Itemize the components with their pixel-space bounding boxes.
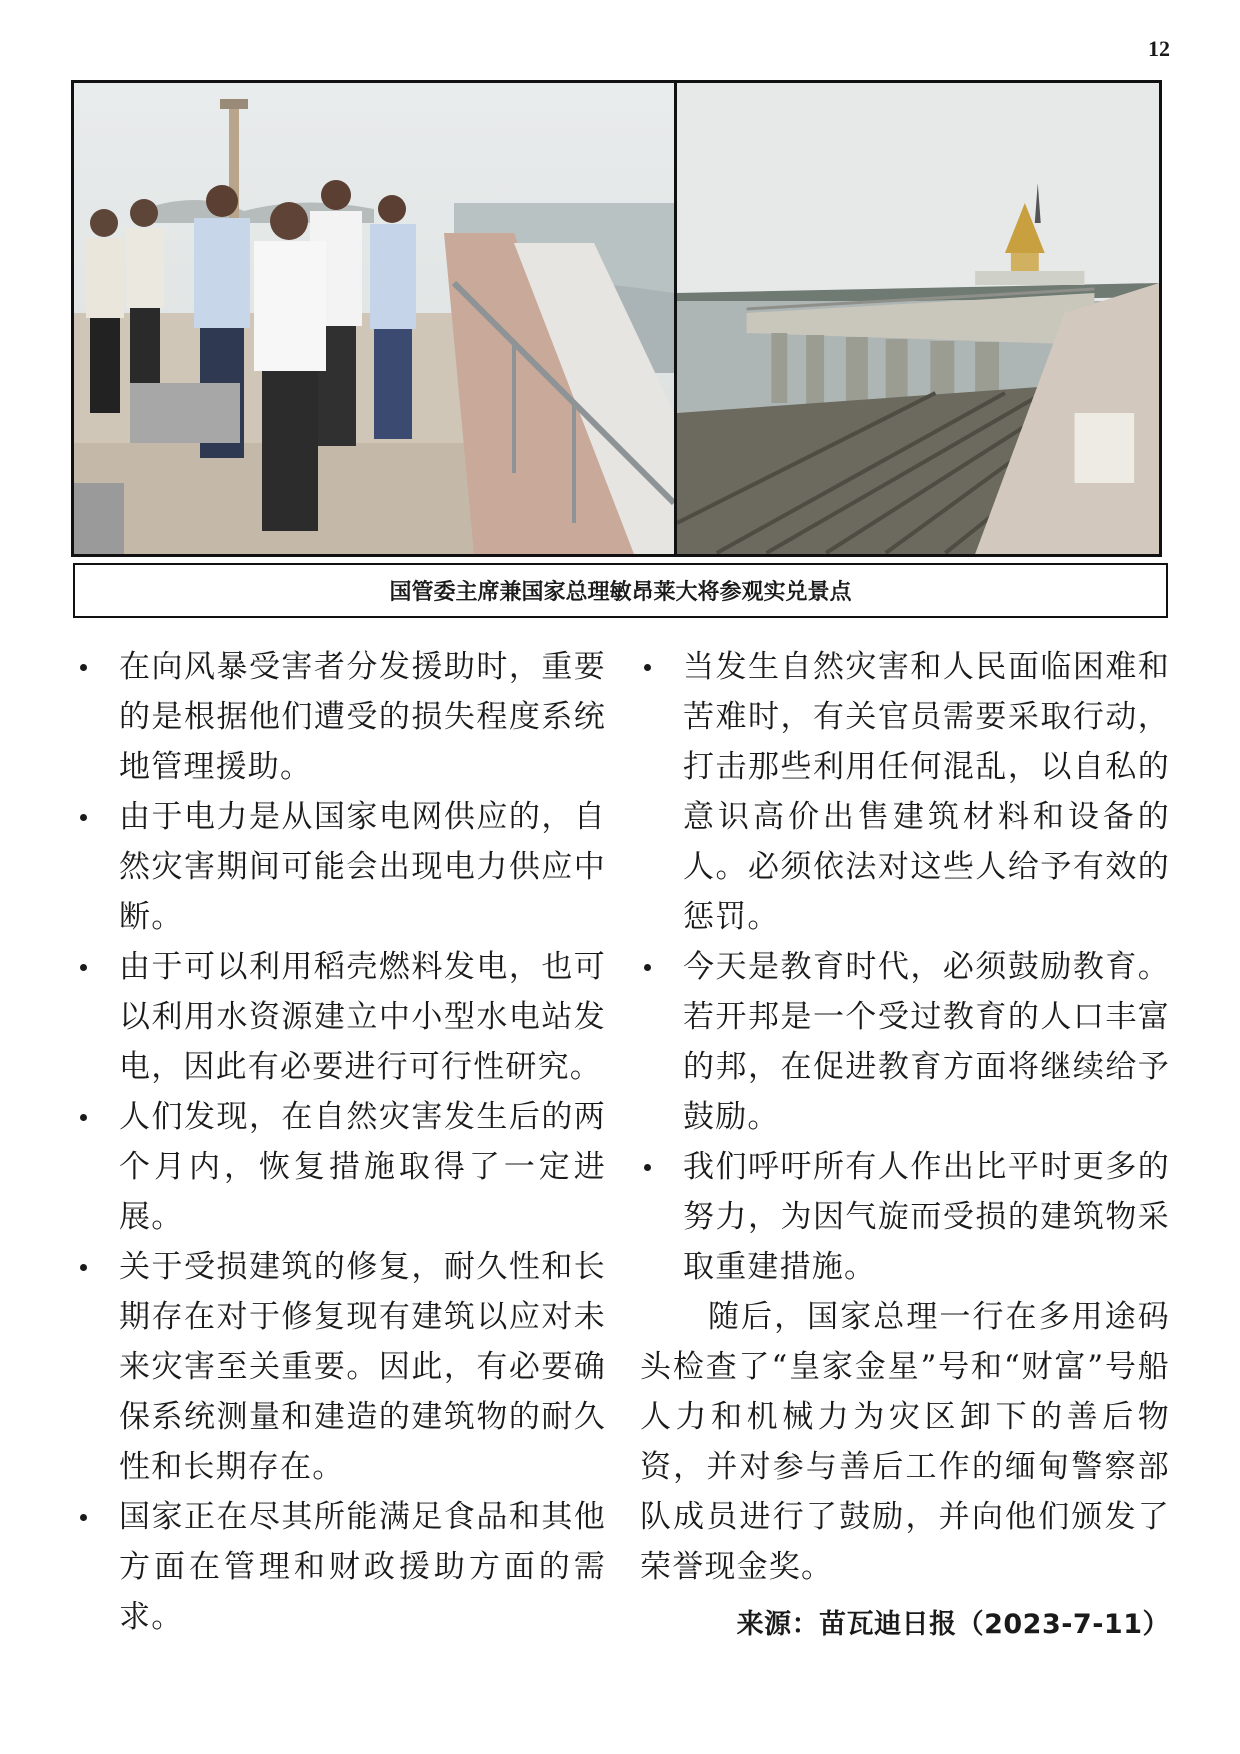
right-bullet-list — [640, 642, 1170, 1292]
list-item: 人们发现，在自然灾害发生后的两个月内，恢复措施取得了一定进展。 — [76, 1092, 606, 1242]
photo-officials — [74, 83, 677, 554]
bullet-icon — [80, 964, 87, 971]
photo-caption: 国管委主席兼国家总理敏昂莱大将参观实兑景点 — [73, 563, 1168, 618]
pier-and-pagoda-icon — [677, 83, 1159, 554]
right-column — [640, 642, 1170, 1650]
officials-at-seawall-icon — [74, 83, 674, 554]
list-item: 关于受损建筑的修复，耐久性和长期存在对于修复现有建筑以应对未来灾害至关重要。因此，有必要确保系统测量和建造的建筑物的耐久性和长期存在。 — [76, 1242, 606, 1492]
source-citation: 来源：苗瓦迪日报（2023-7-11） — [736, 1609, 1170, 1640]
list-item: 今天是教育时代，必须鼓励教育。若开邦是一个受过教育的人口丰富的邦，在促进教育方面将继续给予鼓励。 — [640, 942, 1170, 1142]
list-item: 由于电力是从国家电网供应的，自然灾害期间可能会出现电力供应中断。 — [76, 792, 606, 942]
photo-panel — [71, 80, 1162, 557]
photo-pier — [677, 83, 1159, 554]
bullet-icon — [644, 964, 651, 971]
closing-paragraph: 随后，国家总理一行在多用途码头检查了“皇家金星”号和“财富”号船人力和机械力为灾区卸下的善后物资，并对参与善后工作的缅甸警察部队成员进行了鼓励，并向他们颁发了荣誉现金奖。 — [640, 1299, 1170, 1585]
bullet-icon — [80, 1264, 87, 1271]
list-item: 在向风暴受害者分发援助时，重要的是根据他们遭受的损失程度系统地管理援助。 — [76, 642, 606, 792]
list-item: 当发生自然灾害和人民面临困难和苦难时，有关官员需要采取行动，打击那些利用任何混乱，以自私的意识高价出售建筑材料和设备的人。必须依法对这些人给予有效的惩罚。 — [640, 642, 1170, 942]
list-item: 国家正在尽其所能满足食品和其他方面在管理和财政援助方面的需求。 — [76, 1492, 606, 1642]
left-bullet-list — [76, 642, 606, 1642]
bullet-icon — [644, 1164, 651, 1171]
bullet-icon — [80, 1514, 87, 1521]
list-item: 由于可以利用稻壳燃料发电，也可以利用水资源建立中小型水电站发电，因此有必要进行可行性研究。 — [76, 942, 606, 1092]
list-item: 我们呼吁所有人作出比平时更多的努力，为因气旋而受损的建筑物采取重建措施。 — [640, 1142, 1170, 1292]
bullet-icon — [644, 664, 651, 671]
bullet-icon — [80, 814, 87, 821]
page-number: 12 — [1148, 36, 1170, 61]
bullet-icon — [80, 1114, 87, 1121]
left-column — [76, 642, 606, 1642]
bullet-icon — [80, 664, 87, 671]
